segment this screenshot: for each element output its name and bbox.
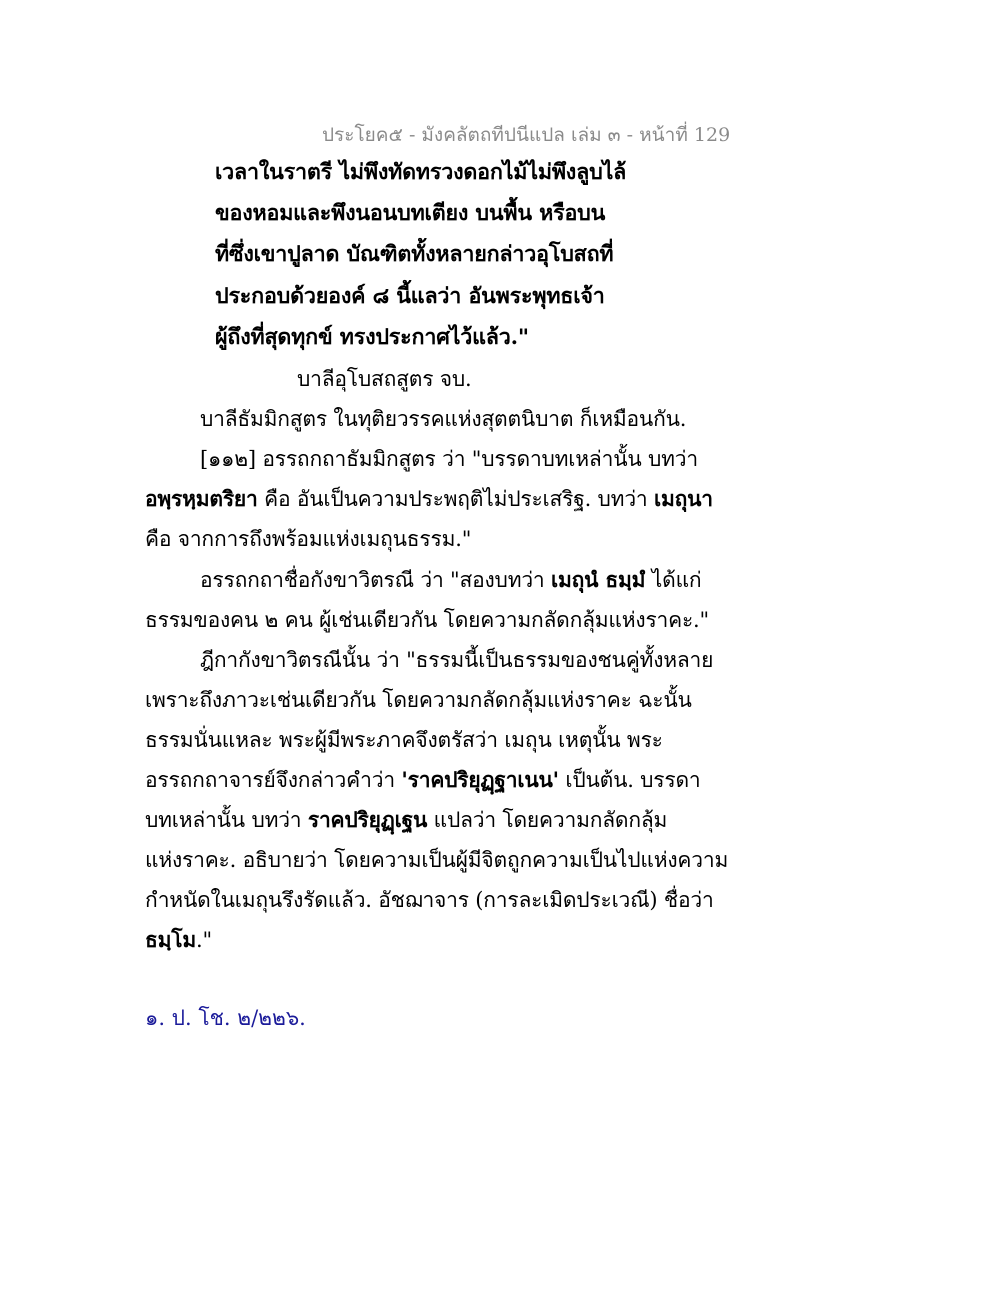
verse-line-4: ประกอบด้วยองค์ ๘ นี้แลว่า อันพระพุทธเจ้า	[215, 284, 605, 309]
verse-line-1: เวลาในราตรี ไม่พึงทัดทรวงดอกไม้ไม่พึงลูบไล้	[215, 160, 627, 185]
paragraph-4-line-1: ฎีกากังขาวิตรณีนั้น ว่า "ธรรมนี้เป็นธรรมของชนคู่ทั้งหลาย	[200, 648, 714, 672]
paragraph-4-line-6: แห่งราคะ. อธิบายว่า โดยความเป็นผู้มีจิตถูกความเป็นไปแห่งความ	[145, 848, 729, 872]
body-text: บทเหล่านั้น บทว่า	[145, 808, 308, 832]
footnote: ๑. ป. โช. ๒/๒๒๖.	[145, 1006, 306, 1030]
running-header: ประโยค๕ - มังคลัตถทีปนีแปล เล่ม ๓ - หน้าที่ 129	[322, 124, 731, 146]
paragraph-2-line-1: [๑๑๒] อรรถกถาธัมมิกสูตร ว่า "บรรดาบทเหล่านั้น บทว่า	[200, 447, 698, 471]
body-text: คือ อันเป็นความประพฤติไม่ประเสริฐ. บทว่า	[257, 487, 654, 511]
verse-line-5: ผู้ถึงที่สุดทุกข์ ทรงประกาศไว้แล้ว."	[215, 325, 529, 350]
body-text: เป็นต้น. บรรดา	[558, 768, 701, 792]
body-text: ได้แก่	[645, 568, 702, 592]
verse-line-3: ที่ซึ่งเขาปูลาด บัณฑิตทั้งหลายกล่าวอุโบสถที่	[215, 242, 614, 267]
paragraph-1: บาลีธัมมิกสูตร ในทุติยวรรคแห่งสุตตนิบาต ก็เหมือนกัน.	[200, 407, 687, 431]
paragraph-3-line-1	[200, 565, 701, 595]
body-text: อรรถกถาจารย์จึงกล่าวคำว่า	[145, 768, 402, 792]
pali-term: อพฺรหฺมตริยา	[145, 486, 258, 511]
paragraph-4-line-2: เพราะถึงภาวะเช่นเดียวกัน โดยความกลัดกลุ้มแห่งราคะ ฉะนั้น	[145, 688, 692, 712]
paragraph-4-line-8	[145, 925, 212, 955]
pali-term: ธมฺโม	[145, 927, 196, 952]
body-text: ."	[195, 928, 212, 952]
paragraph-3-line-2: ธรรมของคน ๒ คน ผู้เช่นเดียวกัน โดยความกลัดกลุ้มแห่งราคะ."	[145, 608, 709, 632]
paragraph-4-line-7: กำหนัดในเมถุนรึงรัดแล้ว. อัชฌาจาร (การละเมิดประเวณี) ชื่อว่า	[145, 888, 714, 912]
paragraph-4-line-4	[145, 765, 701, 795]
paragraph-2-line-2	[145, 484, 713, 514]
paragraph-4-line-5	[145, 805, 667, 835]
body-text: แปลว่า โดยความกลัดกลุ้ม	[427, 808, 668, 832]
pali-term: เมถุนํ ธมฺมํ	[551, 567, 646, 592]
pali-term: ราคปริยุฏฺเฐน	[307, 807, 428, 832]
pali-term: เมถุนา	[653, 486, 713, 511]
sutta-end-line: บาลีอุโบสถสูตร จบ.	[297, 367, 472, 391]
pali-term: 'ราคปริยุฏฺฐาเนน'	[401, 767, 559, 792]
paragraph-4-line-3: ธรรมนั่นแหละ พระผู้มีพระภาคจึงตรัสว่า เมถุน เหตุนั้น พระ	[145, 728, 663, 752]
verse-line-2: ของหอมและพึงนอนบทเตียง บนพื้น หรือบน	[215, 201, 606, 226]
paragraph-2-line-3: คือ จากการถึงพร้อมแห่งเมถุนธรรม."	[145, 527, 472, 551]
body-text: อรรถกถาชื่อกังขาวิตรณี ว่า "สองบทว่า	[200, 568, 551, 592]
